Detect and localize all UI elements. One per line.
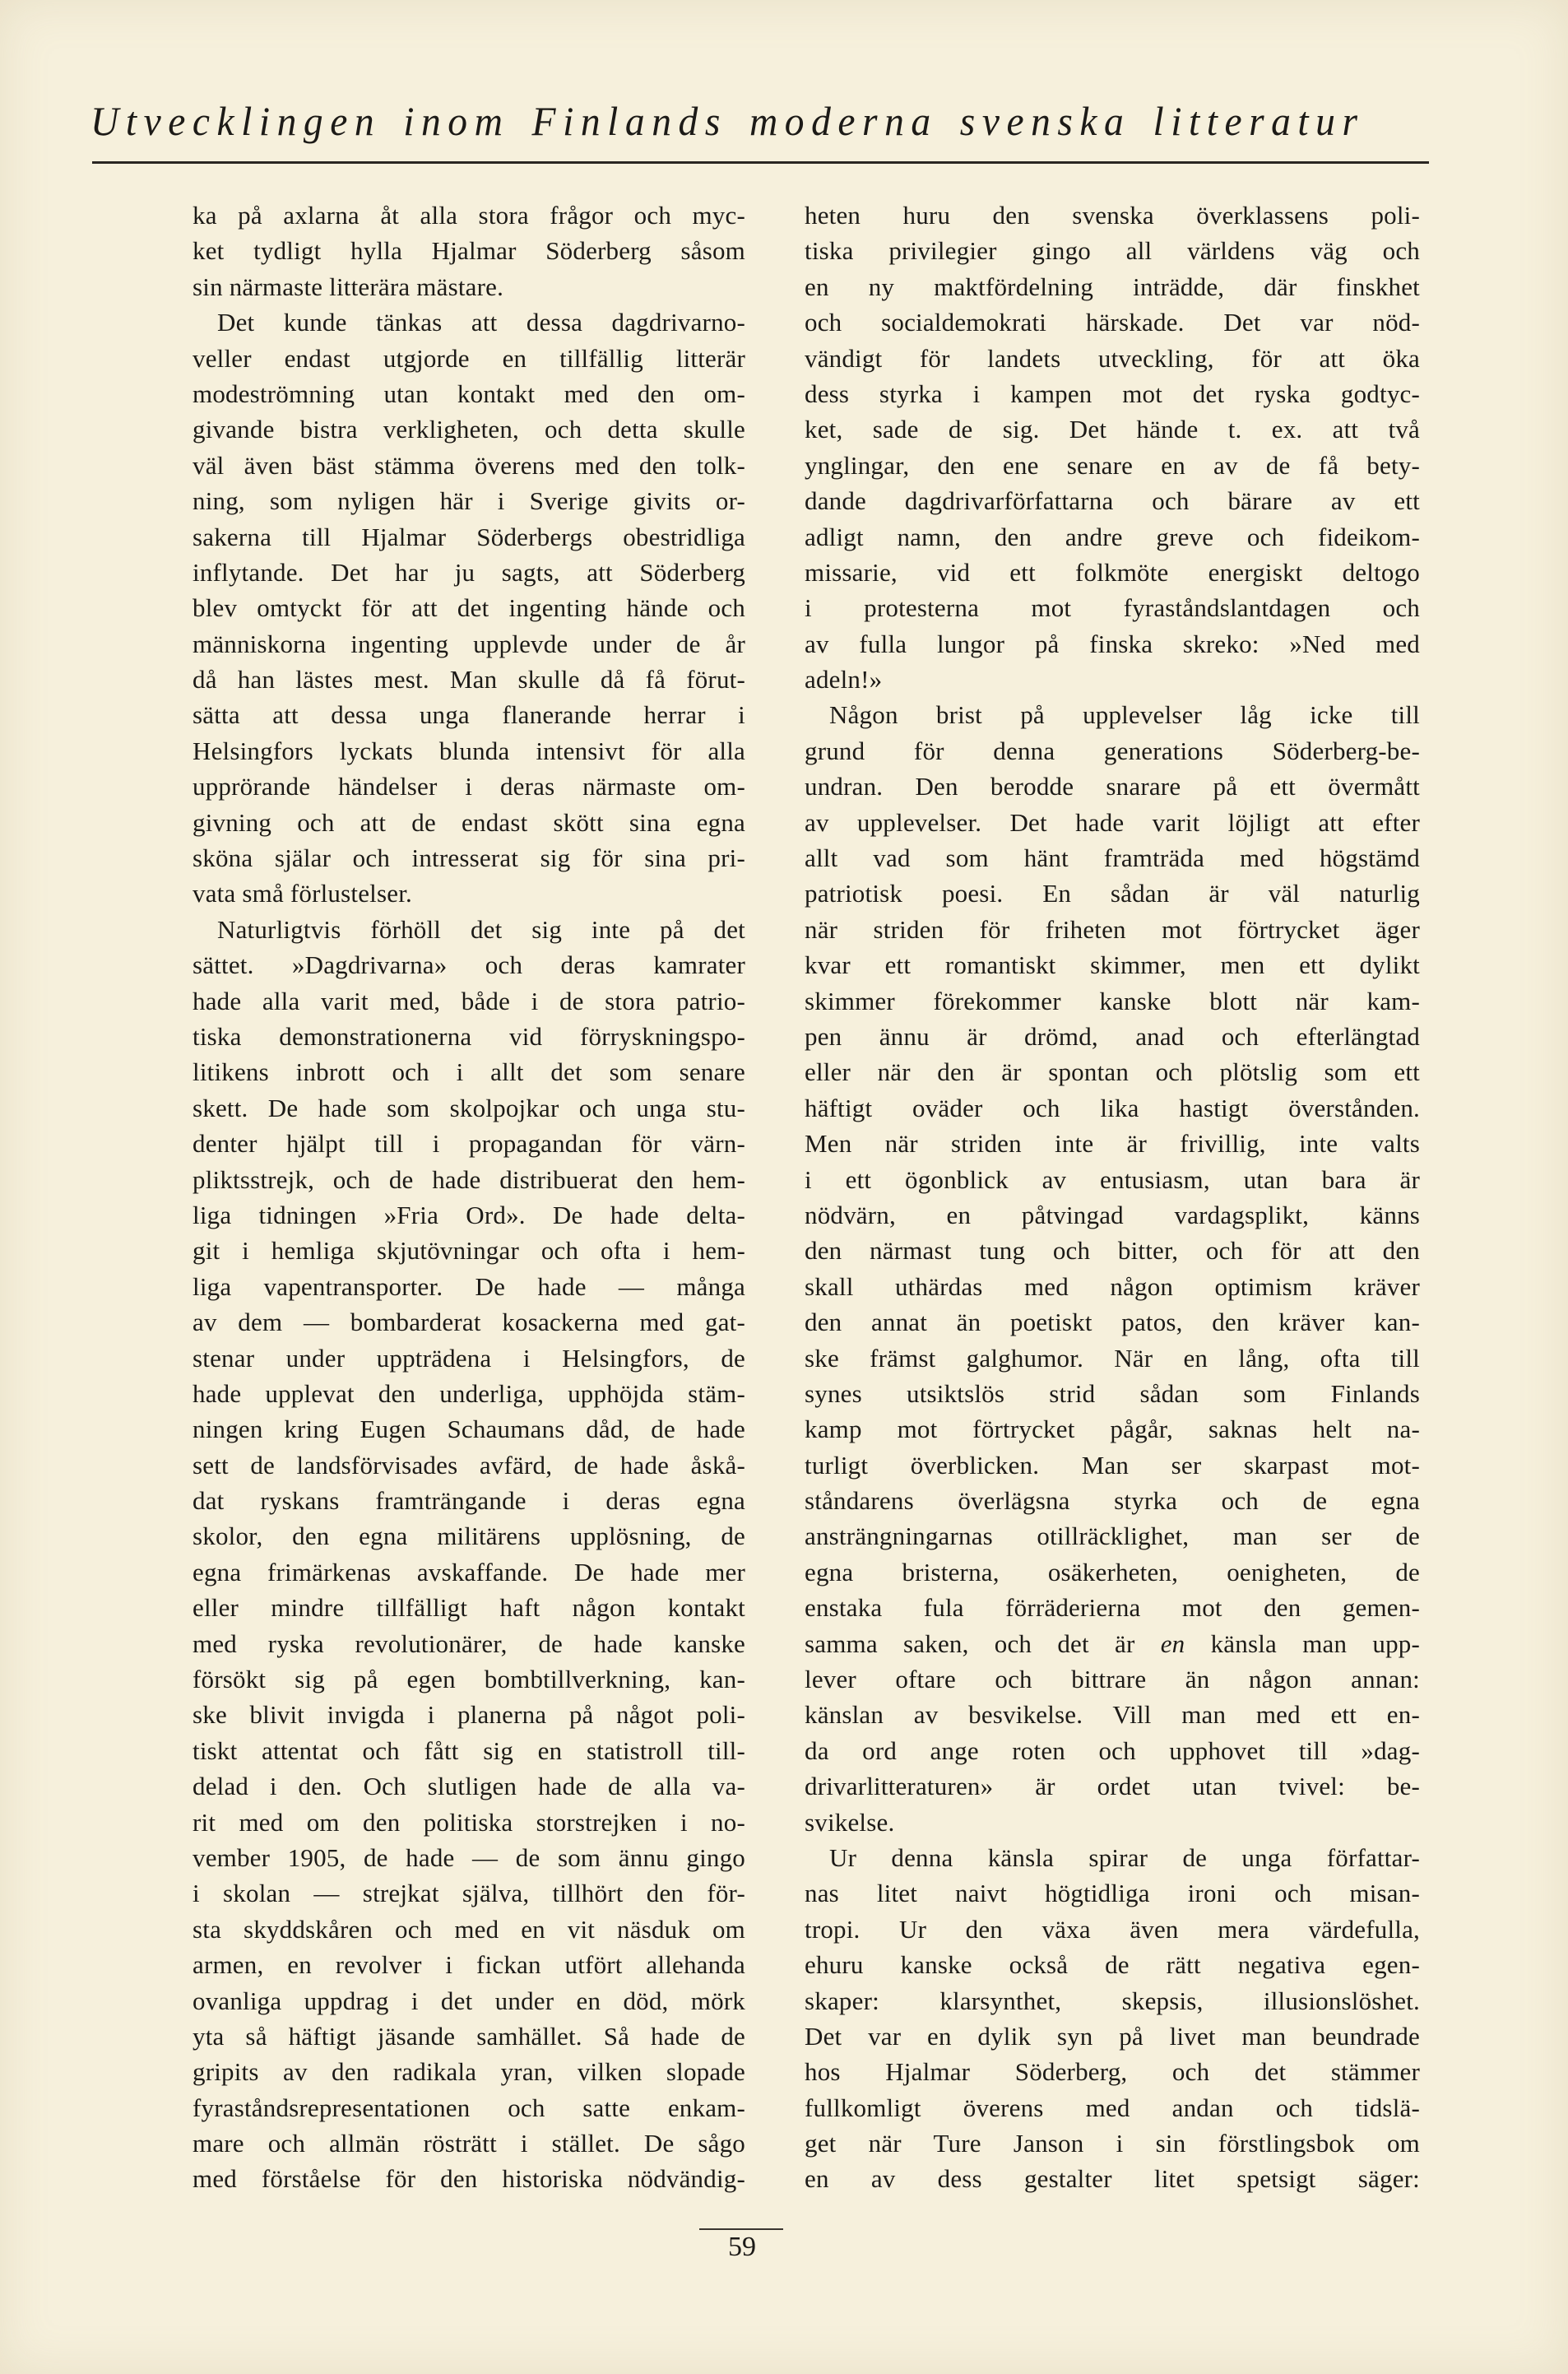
- text-line: kvar ett romantiskt skimmer, men ett dylikt: [805, 950, 1420, 980]
- text-line: då han lästes mest. Man skulle då få förut-: [193, 665, 745, 695]
- text-line: med ryska revolutionärer, de hade kanske: [193, 1628, 745, 1658]
- text-line: skaper: klarsynthet, skepsis, illusionslöshet.: [805, 1986, 1420, 2015]
- text-line: ket, sade de sig. Det hände t. ex. att två: [805, 415, 1420, 444]
- text-line: ovanliga uppdrag i det under en död, mörk: [193, 1986, 745, 2015]
- text-line: egna frimärkenas avskaffande. De hade mer: [193, 1557, 745, 1587]
- text-line: tropi. Ur den växa även mera värdefulla,: [805, 1914, 1420, 1944]
- text-line: rit med om den politiska storstrejken i no-: [193, 1807, 745, 1837]
- text-column-left: [193, 197, 745, 2197]
- text-line: av dem — bombarderat kosackerna med gat-: [193, 1308, 745, 1337]
- emphasis-text: en: [1160, 1628, 1185, 1658]
- text-line: sätta att dessa unga flanerande herrar i: [193, 700, 745, 730]
- text-line: försökt sig på egen bombtillverkning, kan-: [193, 1665, 745, 1694]
- text-line: dess styrka i kampen mot det ryska godtyc-: [805, 379, 1420, 408]
- text-line: fyraståndsrepresentationen och satte enkam-: [193, 2093, 745, 2122]
- text-line: upprörande händelser i deras närmaste om-: [193, 772, 745, 801]
- text-line: skall uthärdas med någon optimism kräver: [805, 1271, 1420, 1301]
- text-line: [805, 1626, 1420, 1661]
- text-line: Det kunde tänkas att dessa dagdrivarno-: [217, 308, 745, 337]
- text-line: mare och allmän rösträtt i stället. De sågo: [193, 2129, 745, 2158]
- text-line: heten huru den svenska överklassens poli-: [805, 201, 1420, 230]
- text-line: fullkomligt överens med andan och tidslä-: [805, 2093, 1420, 2122]
- text-line: yta så häftigt jäsande samhället. Så hade de: [193, 2021, 745, 2051]
- text-line: människorna ingenting upplevde under de år: [193, 629, 745, 658]
- text-line: patriotisk poesi. En sådan är väl naturlig: [805, 879, 1420, 908]
- text-line: givande bistra verkligheten, och detta skulle: [193, 415, 745, 444]
- text-line: Men när striden inte är frivillig, inte valts: [805, 1129, 1420, 1159]
- text-line: sköna själar och intresserat sig för sina pri-: [193, 843, 745, 873]
- text-line: da ord ange roten och upphovet till »dag-: [805, 1735, 1420, 1765]
- text-line: av upplevelser. Det hade varit löjligt att efter: [805, 807, 1420, 837]
- text-line: inflytande. Det har ju sagts, att Söderberg: [193, 557, 745, 587]
- text-line: dat ryskans framträngande i deras egna: [193, 1486, 745, 1516]
- text-line: get när Ture Janson i sin förstlingsbok om: [805, 2129, 1420, 2158]
- text-line: tiskt attentat och fått sig en statistroll till-: [193, 1735, 745, 1765]
- text-line: av fulla lungor på finska skreko: »Ned med: [805, 629, 1420, 658]
- text-line: liga tidningen »Fria Ord». De hade delta-: [193, 1200, 745, 1229]
- text-line: sättet. »Dagdrivarna» och deras kamrater: [193, 950, 745, 980]
- text-line: häftigt oväder och lika hastigt överstånden.: [805, 1093, 1420, 1122]
- text-line: missarie, vid ett folkmöte energiskt deltogo: [805, 557, 1420, 587]
- text-line: en av dess gestalter litet spetsigt säger:: [805, 2164, 1420, 2194]
- text-line: nas litet naivt högtidliga ironi och misan-: [805, 1879, 1420, 1908]
- header-rule: [92, 161, 1429, 164]
- text-line: en ny maktfördelning inträdde, där finskhet: [805, 272, 1420, 301]
- text-line: den annat än poetiskt patos, den kräver kan-: [805, 1308, 1420, 1337]
- text-line: tiska privilegier gingo all världens väg och: [805, 236, 1420, 266]
- text-line: allt vad som hänt framträda med högstämd: [805, 843, 1420, 873]
- text-line: dande dagdrivarförfattarna och bärare av ett: [805, 486, 1420, 516]
- text-line: drivarlitteraturen» är ordet utan tvivel: be-: [805, 1772, 1420, 1801]
- text-line: pliktsstrejk, och de hade distribuerat den hem-: [193, 1164, 745, 1194]
- text-span: känsla man upp-: [1185, 1628, 1421, 1658]
- text-line: vember 1905, de hade — de som ännu gingo: [193, 1842, 745, 1872]
- text-line: svikelse.: [805, 1807, 895, 1837]
- text-line: kamp mot förtrycket pågår, saknas helt na-: [805, 1415, 1420, 1444]
- text-line: i ett ögonblick av entusiasm, utan bara är: [805, 1164, 1420, 1194]
- text-line: adeln!»: [805, 665, 883, 695]
- text-line: ståndarens överlägsna styrka och de egna: [805, 1486, 1420, 1516]
- text-line: ehuru kanske också de rätt negativa egen-: [805, 1950, 1420, 1980]
- text-line: eller när den är spontan och plötslig som ett: [805, 1057, 1420, 1087]
- text-line: med förståelse för den historiska nödvändig-: [193, 2164, 745, 2194]
- text-line: ansträngningarnas otillräcklighet, man ser de: [805, 1521, 1420, 1551]
- text-line: blev omtyckt för att det ingenting hände och: [193, 593, 745, 623]
- text-line: Det var en dylik syn på livet man beundrade: [805, 2021, 1420, 2051]
- text-line: ket tydligt hylla Hjalmar Söderberg såsom: [193, 236, 745, 266]
- text-column-right: [805, 197, 1420, 2197]
- text-line: Naturligtvis förhöll det sig inte på det: [217, 914, 745, 944]
- text-line: Någon brist på upplevelser låg icke till: [829, 700, 1420, 730]
- text-line: hos Hjalmar Söderberg, och det stämmer: [805, 2057, 1420, 2087]
- text-line: hade alla varit med, både i de stora patrio-: [193, 986, 745, 1015]
- text-line: lever oftare och bittrare än någon annan:: [805, 1665, 1420, 1694]
- text-line: nödvärn, en påtvingad vardagsplikt, känns: [805, 1200, 1420, 1229]
- text-line: skett. De hade som skolpojkar och unga stu-: [193, 1093, 745, 1122]
- text-line: ske blivit invigda i planerna på något poli-: [193, 1700, 745, 1730]
- text-line: sta skyddskåren och med en vit näsduk om: [193, 1914, 745, 1944]
- text-line: känslan av besvikelse. Vill man med ett en-: [805, 1700, 1420, 1730]
- text-line: delad i den. Och slutligen hade de alla va-: [193, 1772, 745, 1801]
- text-line: turligt överblicken. Man ser skarpast mot-: [805, 1450, 1420, 1480]
- text-line: sakerna till Hjalmar Söderbergs obestridliga: [193, 522, 745, 551]
- text-line: väl även bäst stämma överens med den tolk-: [193, 450, 745, 480]
- text-line: gripits av den radikala yran, vilken slopade: [193, 2057, 745, 2087]
- text-line: Helsingfors lyckats blunda intensivt för alla: [193, 736, 745, 765]
- text-line: enstaka fula förräderierna mot den gemen-: [805, 1593, 1420, 1623]
- text-line: i skolan — strejkat själva, tillhört den för-: [193, 1879, 745, 1908]
- folio-rule: [699, 2228, 783, 2230]
- text-line: i protesterna mot fyraståndslantdagen och: [805, 593, 1420, 623]
- text-line: vändigt för landets utveckling, för att öka: [805, 343, 1420, 373]
- text-line: ningen kring Eugen Schaumans dåd, de hade: [193, 1415, 745, 1444]
- text-line: denter hjälpt till i propagandan för värn-: [193, 1129, 745, 1159]
- text-line: armen, en revolver i fickan utfört allehanda: [193, 1950, 745, 1980]
- text-line: veller endast utgjorde en tillfällig litterär: [193, 343, 745, 373]
- text-line: egna bristerna, osäkerheten, oenigheten, de: [805, 1557, 1420, 1587]
- text-line: ka på axlarna åt alla stora frågor och myc-: [193, 201, 745, 230]
- text-line: ning, som nyligen här i Sverige givits or-: [193, 486, 745, 516]
- text-line: ske främst galghumor. När en lång, ofta till: [805, 1343, 1420, 1373]
- text-line: när striden för friheten mot förtrycket äger: [805, 914, 1420, 944]
- text-line: litikens inbrott och i allt det som senare: [193, 1057, 745, 1087]
- text-line: Ur denna känsla spirar de unga författar-: [829, 1842, 1420, 1872]
- text-line: tiska demonstrationerna vid förryskningspo-: [193, 1021, 745, 1051]
- page-number: 59: [728, 2232, 756, 2262]
- text-line: eller mindre tillfälligt haft någon kontakt: [193, 1593, 745, 1623]
- running-head: Utvecklingen inom Finlands moderna svenska litteratur: [90, 98, 1365, 144]
- text-line: skimmer förekommer kanske blott när kam-: [805, 986, 1420, 1015]
- text-span: samma saken, och det är: [805, 1628, 1161, 1658]
- text-line: undran. Den berodde snarare på ett övermått: [805, 772, 1420, 801]
- text-line: sin närmaste litterära mästare.: [193, 272, 504, 301]
- text-line: stenar under uppträdena i Helsingfors, de: [193, 1343, 745, 1373]
- text-line: den närmast tung och bitter, och för att den: [805, 1236, 1420, 1266]
- text-line: grund för denna generations Söderberg-be-: [805, 736, 1420, 765]
- text-line: ynglingar, den ene senare en av de få bety-: [805, 450, 1420, 480]
- text-line: vata små förlustelser.: [193, 879, 412, 908]
- text-line: synes utsiktslös strid sådan som Finlands: [805, 1378, 1420, 1408]
- text-line: pen ännu är drömd, anad och efterlängtad: [805, 1021, 1420, 1051]
- text-line: hade upplevat den underliga, upphöjda stäm-: [193, 1378, 745, 1408]
- text-line: liga vapentransporter. De hade — många: [193, 1271, 745, 1301]
- text-line: givning och att de endast skött sina egna: [193, 807, 745, 837]
- text-line: skolor, den egna militärens upplösning, de: [193, 1521, 745, 1551]
- text-line: git i hemliga skjutövningar och ofta i hem-: [193, 1236, 745, 1266]
- text-line: adligt namn, den andre greve och fideikom-: [805, 522, 1420, 551]
- text-line: sett de landsförvisades avfärd, de hade åskå-: [193, 1450, 745, 1480]
- text-line: modeströmning utan kontakt med den om-: [193, 379, 745, 408]
- text-line: och socialdemokrati härskade. Det var nöd-: [805, 308, 1420, 337]
